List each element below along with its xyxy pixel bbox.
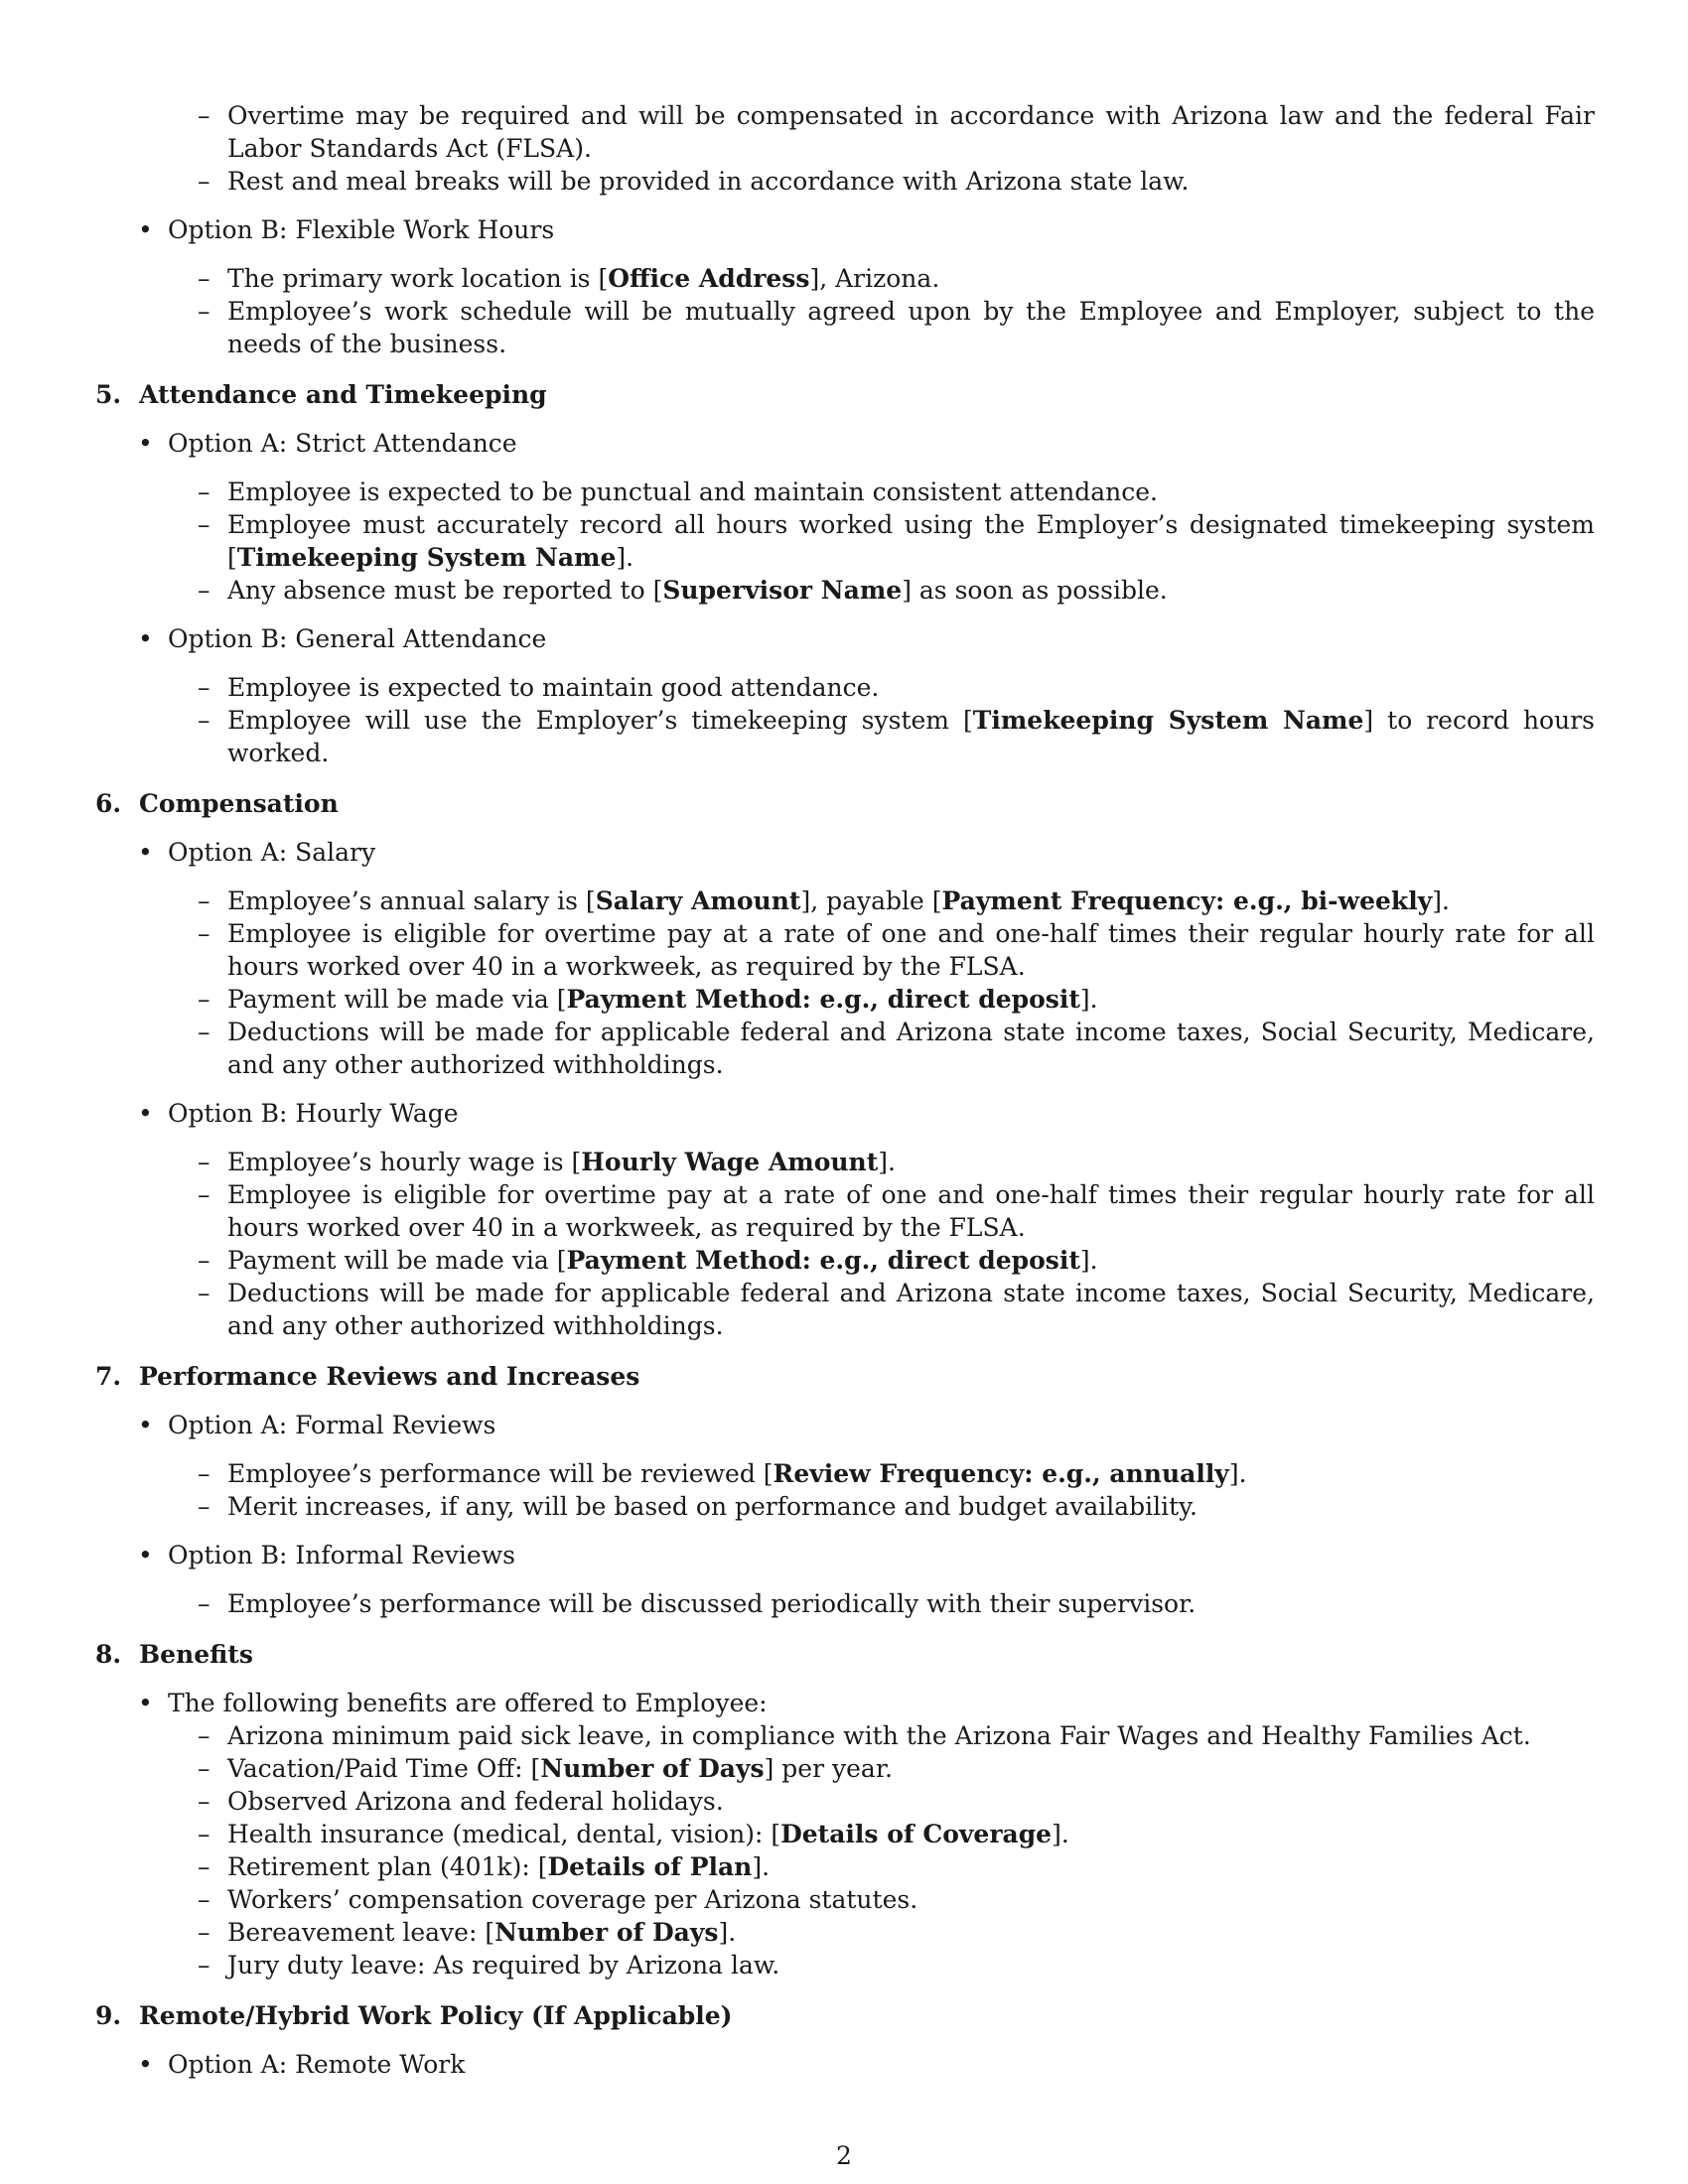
section-6-heading xyxy=(95,787,1595,820)
section-6-option-b-items xyxy=(95,1146,1595,1342)
list-item: – Employee’s work schedule will be mutually agreed upon by the Employee and Employer, subject to the needs of the business. xyxy=(95,295,1595,360)
list-item: – Employee is expected to be punctual and maintain consistent attendance. xyxy=(95,476,1595,508)
list-item: – Overtime may be required and will be compensated in accordance with Arizona law and the federal Fair Labor Standards Act (FLSA). xyxy=(95,99,1595,165)
list-item: – Vacation/Paid Time Off: [Number of Days] per year. xyxy=(95,1752,1595,1785)
section-4-option-b-items xyxy=(95,262,1595,360)
list-item: – Employee’s hourly wage is [Hourly Wage Amount]. xyxy=(95,1146,1595,1178)
list-item: – Jury duty leave: As required by Arizona law. xyxy=(95,1949,1595,1981)
section-title: Remote/Hybrid Work Policy (If Applicable) xyxy=(139,2001,733,2030)
document-body xyxy=(95,99,1595,2081)
list-item: – The primary work location is [Office Address], Arizona. xyxy=(95,262,1595,295)
list-item: – Employee’s performance will be reviewed [Review Frequency: e.g., annually]. xyxy=(95,1457,1595,1490)
section-5-option-a: • Option A: Strict Attendance xyxy=(95,427,1595,460)
section-8-items xyxy=(95,1719,1595,1981)
section-9-option-a: • Option A: Remote Work xyxy=(95,2048,1595,2081)
section-number: 8. xyxy=(95,1640,122,1669)
section-5-heading xyxy=(95,378,1595,411)
list-item: – Retirement plan (401k): [Details of Plan]. xyxy=(95,1850,1595,1883)
section-7-option-b: • Option B: Informal Reviews xyxy=(95,1539,1595,1571)
list-item: – Health insurance (medical, dental, vision): [Details of Coverage]. xyxy=(95,1818,1595,1850)
list-item: – Merit increases, if any, will be based on performance and budget availability. xyxy=(95,1490,1595,1523)
section-5-option-b: • Option B: General Attendance xyxy=(95,622,1595,655)
section-title: Compensation xyxy=(139,789,339,818)
section-5-option-a-items xyxy=(95,476,1595,607)
section-5-option-b-items xyxy=(95,671,1595,769)
section-number: 6. xyxy=(95,789,122,818)
section-number: 7. xyxy=(95,1362,122,1391)
section-6-option-b: • Option B: Hourly Wage xyxy=(95,1097,1595,1130)
section-9-heading xyxy=(95,1999,1595,2032)
section-6-option-a-items xyxy=(95,885,1595,1081)
section-4-option-b: • Option B: Flexible Work Hours xyxy=(95,213,1595,246)
section-6-option-a: • Option A: Salary xyxy=(95,836,1595,869)
section-7-option-a: • Option A: Formal Reviews xyxy=(95,1409,1595,1441)
section-8-intro: • The following benefits are offered to Employee: xyxy=(95,1687,1595,1719)
list-item: – Any absence must be reported to [Supervisor Name] as soon as possible. xyxy=(95,574,1595,607)
section-title: Performance Reviews and Increases xyxy=(139,1362,640,1391)
list-item: – Arizona minimum paid sick leave, in compliance with the Arizona Fair Wages and Healthy Families Act. xyxy=(95,1719,1595,1752)
section-7-option-a-items xyxy=(95,1457,1595,1523)
list-item: – Deductions will be made for applicable federal and Arizona state income taxes, Social Security, Medicare, and any other authorized withholdings. xyxy=(95,1277,1595,1342)
list-item: – Deductions will be made for applicable federal and Arizona state income taxes, Social Security, Medicare, and any other authorized withholdings. xyxy=(95,1016,1595,1081)
list-item: – Rest and meal breaks will be provided in accordance with Arizona state law. xyxy=(95,165,1595,198)
list-item: – Employee will use the Employer’s timekeeping system [Timekeeping System Name] to record hours worked. xyxy=(95,704,1595,769)
page-number: 2 xyxy=(836,2141,852,2170)
list-item: – Workers’ compensation coverage per Arizona statutes. xyxy=(95,1883,1595,1916)
list-item: – Payment will be made via [Payment Method: e.g., direct deposit]. xyxy=(95,1244,1595,1277)
section-7-heading xyxy=(95,1360,1595,1393)
section-title: Attendance and Timekeeping xyxy=(139,380,547,409)
section-4-option-a-items xyxy=(95,99,1595,198)
list-item: – Payment will be made via [Payment Method: e.g., direct deposit]. xyxy=(95,983,1595,1016)
list-item: – Employee’s annual salary is [Salary Amount], payable [Payment Frequency: e.g., bi-weekly]. xyxy=(95,885,1595,917)
section-number: 5. xyxy=(95,380,122,409)
list-item: – Employee is eligible for overtime pay at a rate of one and one-half times their regular hourly rate for all hours worked over 40 in a workweek, as required by the FLSA. xyxy=(95,917,1595,983)
list-item: – Employee must accurately record all hours worked using the Employer’s designated timekeeping system [Timekeeping System Name]. xyxy=(95,508,1595,574)
section-number: 9. xyxy=(95,2001,122,2030)
list-item: – Employee’s performance will be discussed periodically with their supervisor. xyxy=(95,1587,1595,1620)
list-item: – Bereavement leave: [Number of Days]. xyxy=(95,1916,1595,1949)
section-8-heading xyxy=(95,1638,1595,1671)
list-item: – Employee is expected to maintain good attendance. xyxy=(95,671,1595,704)
section-7-option-b-items xyxy=(95,1587,1595,1620)
section-title: Benefits xyxy=(139,1640,253,1669)
list-item: – Observed Arizona and federal holidays. xyxy=(95,1785,1595,1818)
list-item: – Employee is eligible for overtime pay at a rate of one and one-half times their regular hourly rate for all hours worked over 40 in a workweek, as required by the FLSA. xyxy=(95,1178,1595,1244)
